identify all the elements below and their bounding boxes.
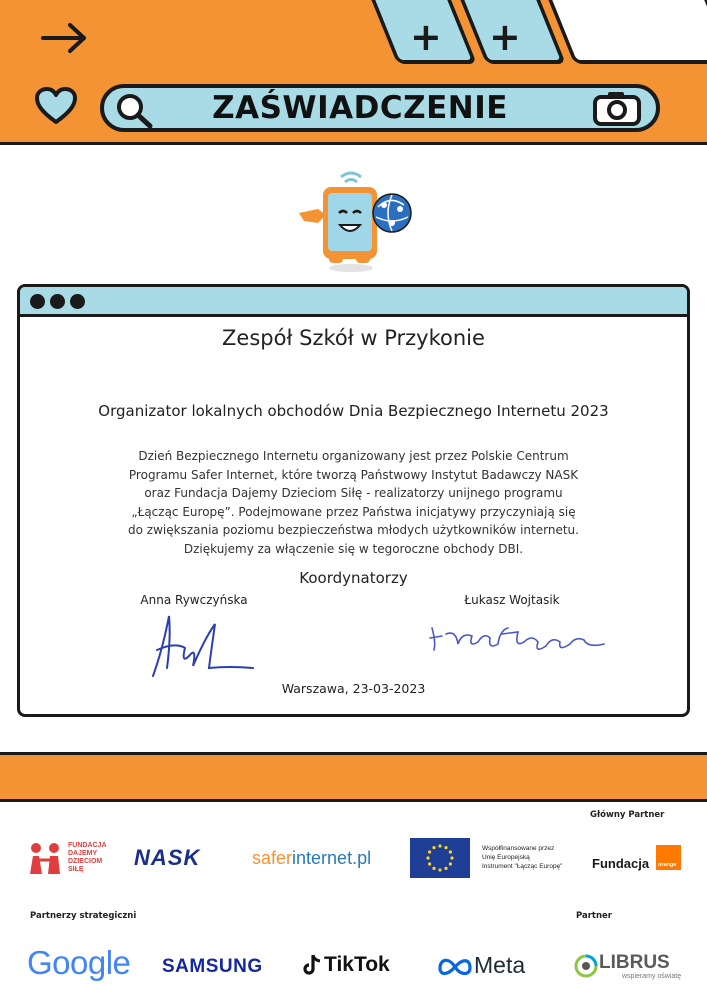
fdds-line: DZIECIOM xyxy=(68,858,103,865)
librus-icon xyxy=(574,954,598,978)
saferinternet-logo xyxy=(252,848,371,869)
body-line: Dziękujemy za włączenie się w tegoroczne obchody DBI. xyxy=(183,541,524,556)
body-line: „Łącząc Europę”. Podejmowane przez Państwa inicjatywy przyczyniają się xyxy=(131,504,576,519)
samsung-logo: SAMSUNG xyxy=(162,956,263,977)
coordinator-name-2: Łukasz Wojtasik xyxy=(464,593,560,607)
recipient-role: Organizator lokalnych obchodów Dnia Bezpiecznego Internetu 2023 xyxy=(98,402,609,420)
body-line: Programu Safer Internet, które tworzą Państwowy Instytut Badawczy NASK xyxy=(128,467,579,482)
certificate-body xyxy=(17,447,690,558)
google-logo: Google xyxy=(27,944,131,981)
partner-label: Partner xyxy=(576,911,613,921)
plus-icon[interactable]: + xyxy=(410,15,442,59)
fdds-logo xyxy=(26,840,111,880)
window-dot-icon xyxy=(30,294,45,309)
plus-icon[interactable]: + xyxy=(489,15,521,59)
eu-flag-icon xyxy=(410,838,470,878)
coordinator-name-1: Anna Rywczyńska xyxy=(140,593,248,607)
coordinators-label: Koordynatorzy xyxy=(299,569,408,587)
fdds-line: DAJEMY xyxy=(68,850,98,857)
window-title-bar xyxy=(20,287,687,317)
orange-logo-text: orange xyxy=(658,862,677,868)
page-title: ZAŚWIADCZENIE xyxy=(212,90,508,126)
tiktok-logo: TikTok xyxy=(324,953,390,976)
heart-icon[interactable] xyxy=(34,86,78,126)
mascot-image xyxy=(296,165,416,275)
librus-logo: LIBRUS xyxy=(599,952,670,973)
saferinternet-part-b: internet.pl xyxy=(292,848,372,868)
nask-logo: NASK xyxy=(134,845,201,870)
eu-line: Instrument "Łącząc Europę" xyxy=(482,863,563,870)
body-line: do zwiększania poziomu bezpieczeństwa młodych użytkowników internetu. xyxy=(128,523,579,537)
arrow-right-icon[interactable] xyxy=(40,22,90,54)
eu-line: Współfinansowane przez xyxy=(482,845,555,852)
signature-1-image xyxy=(145,608,260,680)
fdds-children-icon xyxy=(26,842,66,876)
eu-line: Unię Europejską xyxy=(482,854,530,861)
orange-logo xyxy=(656,845,681,870)
signature-2-image xyxy=(428,618,606,658)
window-dot-icon xyxy=(50,294,65,309)
body-line: oraz Fundacja Dajemy Dzieciom Siłę - realizatorzy unijnego programu xyxy=(144,486,563,500)
librus-tagline: wspieramy oświatę xyxy=(622,973,682,980)
fundacja-orange-text: Fundacja xyxy=(592,856,650,871)
meta-infinity-icon xyxy=(437,957,473,977)
fdds-line: SIŁĘ xyxy=(68,866,84,873)
browser-tab-active[interactable] xyxy=(546,0,707,64)
body-line: Dzień Bezpiecznego Internetu organizowany jest przez Polskie Centrum xyxy=(138,449,569,463)
tiktok-icon xyxy=(302,953,322,977)
window-dot-icon xyxy=(70,294,85,309)
eu-caption xyxy=(482,844,563,871)
camera-icon[interactable] xyxy=(592,89,642,127)
footer-band xyxy=(0,752,707,802)
strategic-partners-label: Partnerzy strategiczni xyxy=(30,911,137,921)
issue-date: Warszawa, 23-03-2023 xyxy=(281,681,426,696)
saferinternet-part-a: safer xyxy=(252,848,293,868)
fdds-line: FUNDACJA xyxy=(68,842,107,849)
meta-logo: Meta xyxy=(474,952,526,978)
main-partner-label: Główny Partner xyxy=(590,810,665,820)
school-name: Zespół Szkół w Przykonie xyxy=(222,326,485,350)
